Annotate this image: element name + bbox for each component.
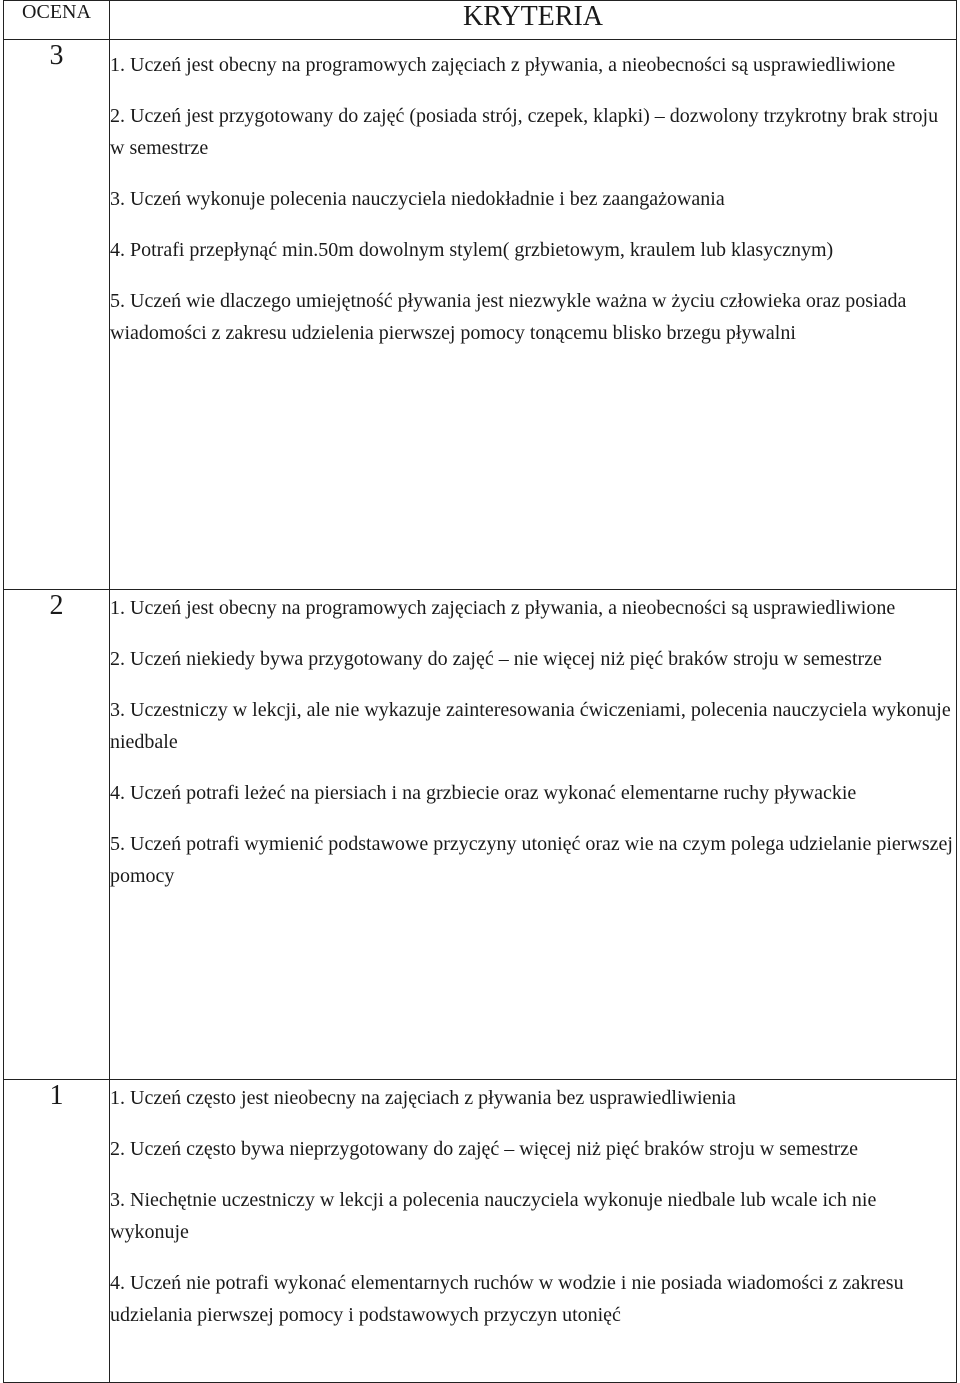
grade-row-1	[4, 1080, 957, 1383]
criterion-item: 2. Uczeń często bywa nieprzygotowany do zajęć – więcej niż pięć braków stroju w semestrze	[110, 1138, 859, 1160]
grade-value: 3	[4, 40, 110, 590]
criteria-cell	[110, 40, 957, 590]
grade-value: 1	[4, 1080, 110, 1383]
header-kryteria: KRYTERIA	[110, 1, 957, 40]
criterion-item: 5. Uczeń wie dlaczego umiejętność pływania jest niezwykle ważna w życiu człowieka oraz posiada wiadomości z zakresu udzielenia pierwszej pomocy tonącemu blisko brzegu pływalni	[110, 290, 907, 344]
criterion-item: 4. Potrafi przepłynąć min.50m dowolnym stylem( grzbietowym, kraulem lub klasycznym)	[110, 239, 834, 261]
criterion-item: 1. Uczeń często jest nieobecny na zajęciach z pływania bez usprawiedliwienia	[110, 1087, 736, 1109]
criterion-item: 1. Uczeń jest obecny na programowych zajęciach z pływania, a nieobecności są usprawiedliwione	[110, 54, 896, 76]
criterion-item: 2. Uczeń niekiedy bywa przygotowany do zajęć – nie więcej niż pięć braków stroju w semestrze	[110, 648, 882, 670]
criteria-cell	[110, 590, 957, 1080]
criterion-item: 5. Uczeń potrafi wymienić podstawowe przyczyny utonięć oraz wie na czym polega udzielanie pierwszej pomocy	[110, 833, 953, 887]
criterion-item: 3. Niechętnie uczestniczy w lekcji a polecenia nauczyciela wykonuje niedbale lub wcale ich nie wykonuje	[110, 1189, 877, 1243]
criterion-item: 4. Uczeń potrafi leżeć na piersiach i na grzbiecie oraz wykonać elementarne ruchy pływackie	[110, 782, 857, 804]
criterion-item: 2. Uczeń jest przygotowany do zajęć (posiada strój, czepek, klapki) – dozwolony trzykrotny brak stroju w semestrze	[110, 105, 939, 159]
criteria-cell	[110, 1080, 957, 1383]
grade-row-3	[4, 40, 957, 590]
grade-value: 2	[4, 590, 110, 1080]
grade-row-2	[4, 590, 957, 1080]
criterion-item: 3. Uczeń wykonuje polecenia nauczyciela niedokładnie i bez zaangażowania	[110, 188, 725, 210]
header-row	[4, 1, 957, 40]
header-ocena: OCENA	[4, 1, 110, 40]
criterion-item: 3. Uczestniczy w lekcji, ale nie wykazuje zainteresowania ćwiczeniami, polecenia nauczyciela wykonuje niedbale	[110, 699, 951, 753]
criterion-item: 4. Uczeń nie potrafi wykonać elementarnych ruchów w wodzie i nie posiada wiadomości z zakresu udzielania pierwszej pomocy i podstawowych przyczyn utonięć	[110, 1272, 904, 1326]
grading-criteria-table	[3, 0, 957, 1383]
criterion-item: 1. Uczeń jest obecny na programowych zajęciach z pływania, a nieobecności są usprawiedliwione	[110, 597, 896, 619]
